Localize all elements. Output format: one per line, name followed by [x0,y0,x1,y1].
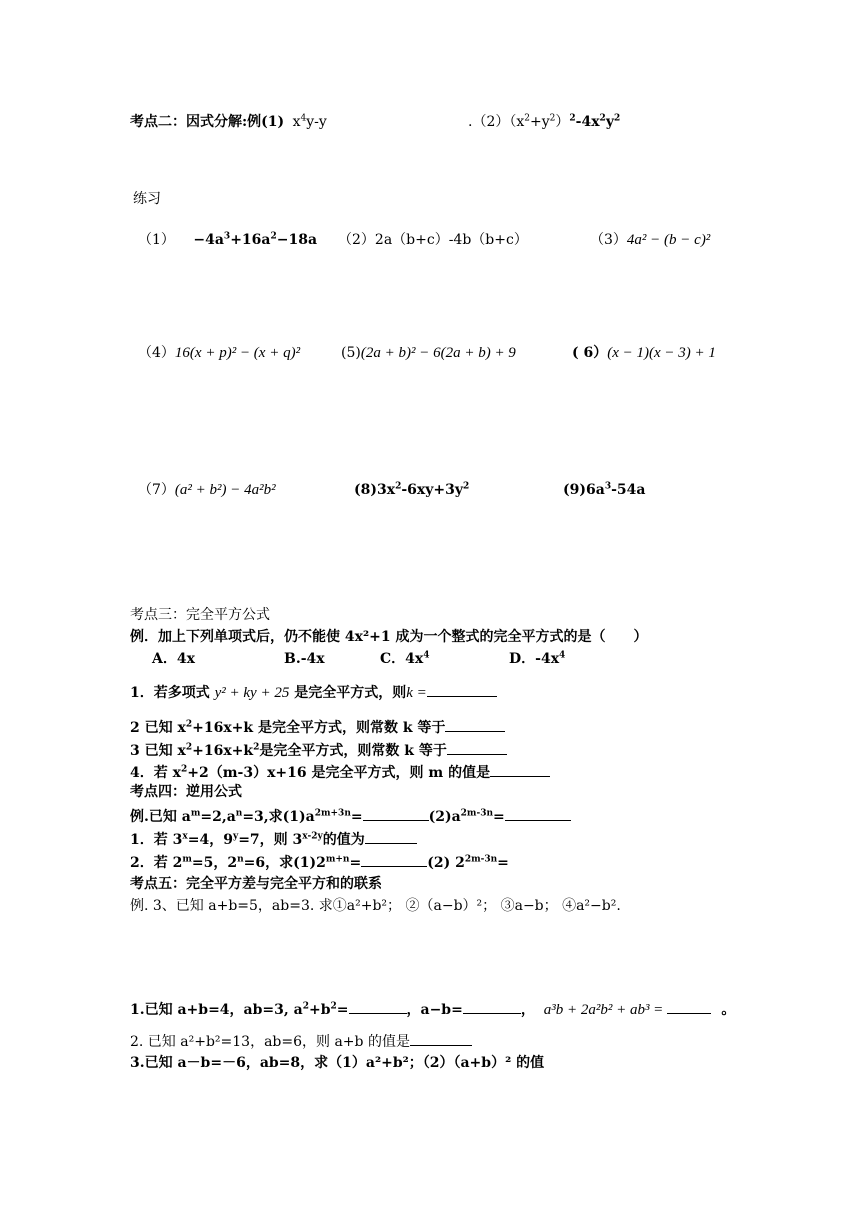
section4-question-2: 2．若 $2^m=5$，$2^n=6$，求$(1)2^{m+n}= (2)$ $2^{2m-3n}=$ [130,852,509,872]
practice-9: $(9)6a^3-54a$ [563,481,646,498]
answer-blank[interactable] [361,852,427,867]
section2-heading-line [130,113,327,131]
section5-question-3: 3.已知 a－b=－6，ab=8，求（1）a²+b²；（2）（a+b）² 的值 [130,1055,545,1071]
practice-2: （2）2a（b+c）-4b（b+c） [338,232,528,248]
section3-question-4: 4．若 $x^2+2(m-3)x+16$ 是完全平方式，则 m 的值是 [130,762,550,782]
section4-question-1: 1．若 $3^x=4$，$9^y=7$，则 $3^{x-2y}$的值为 [130,829,417,849]
section5-heading: 考点五：完全平方差与完全平方和的联系 [130,876,382,892]
practice-1: $(1) -4a^3+16a^2-18a$ [138,231,318,248]
section3-example: 例．加上下列单项式后，仍不能使 4x²+1 成为一个整式的完全平方式的是（ ） [130,629,648,645]
answer-blank[interactable] [427,682,497,697]
answer-blank[interactable] [505,806,571,821]
answer-blank[interactable] [490,762,550,777]
example-1: $x^4y-y$ [292,113,327,130]
practice-7: （7）(a² + b²) − 4a²b² [138,482,276,498]
answer-blank[interactable] [445,717,505,732]
option-c: C．$4x^4$ [380,650,430,667]
section4-example: 例.已知 $a^m=2,a^n=3$,求$(1)a^{2m+3n}= (2)a^{2m-3n}=$ [130,806,571,826]
section5-question-1: 1.已知 a+b=4，ab=3, $a^2+b^2=$ ，a−b= ， a³b + 2a²b² + ab³ = 。 [130,999,735,1019]
answer-blank[interactable] [463,999,521,1014]
answer-blank[interactable] [447,740,507,755]
answer-blank[interactable] [363,806,429,821]
option-b: B.-4x [284,651,325,667]
section3-heading: 考点三：完全平方公式 [130,607,270,623]
answer-blank[interactable] [667,999,711,1014]
practice-4: （4）16(x + p)² − (x + q)² [138,345,301,361]
answer-blank[interactable] [349,999,407,1014]
example-2: $.(2)(x^2+y^2)^2-4x^2y^2$ [468,113,621,130]
option-d: D．$-4x^4$ [509,650,566,667]
section5-question-2: 2. 已知 a²+b²=13，ab=6，则 a+b 的值是 [130,1031,472,1051]
practice-label: 练习 [133,191,161,207]
section3-question-2: 2 已知 $x^2+16x+k$ 是完全平方式，则常数 k 等于 [130,717,505,737]
option-a: A．4x [152,651,195,667]
practice-6: ( 6）(x − 1)(x − 3) + 1 [572,345,716,361]
practice-3: （3）4a² − (b − c)² [590,232,711,248]
answer-blank[interactable] [410,1031,472,1046]
section5-example: 例. 3、已知 a+b=5，ab=3. 求①a²+b²； ②（a−b）²； ③a−b； ④a²−b². [130,898,621,914]
practice-5: (5)(2a + b)² − 6(2a + b) + 9 [341,345,516,361]
section3-question-3: 3 已知 $x^2+16x+k^2$是完全平方式，则常数 k 等于 [130,740,507,760]
section3-question-1: 1．若多项式 y² + ky + 25 是完全平方式，则k = [130,682,497,702]
answer-blank[interactable] [365,829,417,844]
practice-8: $(8)3x^2-6xy+3y^2$ [354,481,470,498]
section4-heading: 考点四：逆用公式 [130,784,242,800]
section2-heading: 考点二：因式分解:例(1) [130,114,285,130]
